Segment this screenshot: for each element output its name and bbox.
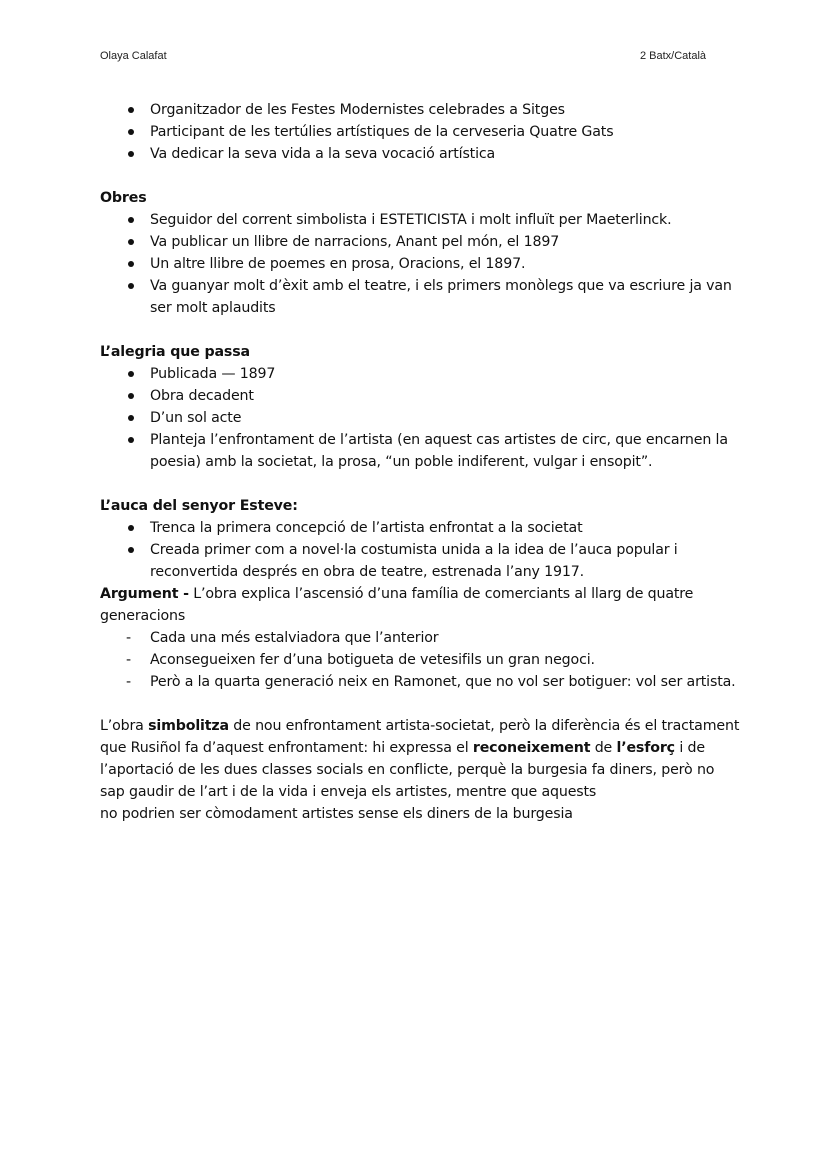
section-heading-auca: L’auca del senyor Esteve: <box>100 498 298 514</box>
argument-paragraph <box>100 583 740 627</box>
obres-list <box>100 209 740 319</box>
header-author: Olaya Calafat <box>100 50 167 62</box>
header-course: 2 Batx/Català <box>640 50 707 62</box>
intro-list <box>100 99 740 165</box>
section-heading-obres: Obres <box>100 190 147 206</box>
list-item: Obra decadent <box>100 385 740 407</box>
argument-text: L’obra explica l’ascensió d’una família de comerciants al llarg de quatre generacions <box>100 586 694 624</box>
document-body <box>100 99 740 825</box>
alegria-list <box>100 363 740 473</box>
list-item: Publicada — 1897 <box>100 363 740 385</box>
list-item: Trenca la primera concepció de l’artista enfrontat a la societat <box>100 517 740 539</box>
list-item: - Cada una més estalviadora que l’anterior <box>100 627 740 649</box>
conclusion-paragraph <box>100 715 740 803</box>
list-item: Organitzador de les Festes Modernistes celebrades a Sitges <box>100 99 740 121</box>
list-item: Creada primer com a novel·la costumista unida a la idea de l’auca popular i reconvertida després en obra de teatre, estrenada l’any 1917. <box>100 539 740 583</box>
text-run: L’obra <box>100 718 149 734</box>
list-item: Va publicar un llibre de narracions, Anant pel món, el 1897 <box>100 231 740 253</box>
list-item: - Aconsegueixen fer d’una botigueta de vetesifils un gran negoci. <box>100 649 740 671</box>
bold-run: l’esforç <box>616 740 675 756</box>
list-item: Va dedicar la seva vida a la seva vocació artística <box>100 143 740 165</box>
text-run: i de l’aportació de les dues classes socials en conflicte, perquè la burgesia fa diners, però no sap gaudir de l’art i de la vida i enveja els artistes, mentre que aquests <box>100 740 715 800</box>
list-item: Un altre llibre de poemes en prosa, Oracions, el 1897. <box>100 253 740 275</box>
bold-run: simbolitza <box>148 718 229 734</box>
bold-run: reconeixement <box>472 740 591 756</box>
text-run: de nou enfrontament artista-societat, però la diferència és el tractament que Rusiñol fa d’aquest enfrontament: hi expressa el <box>100 718 740 756</box>
list-item: Planteja l’enfrontament de l’artista (en aquest cas artistes de circ, que encarnen la poesia) amb la societat, la prosa, “un poble indiferent, vulgar i ensopit”. <box>100 429 740 473</box>
list-item: Participant de les tertúlies artístiques de la cerveseria Quatre Gats <box>100 121 740 143</box>
auca-list <box>100 517 740 583</box>
argument-list <box>100 627 740 693</box>
list-item: Seguidor del corrent simbolista i ESTETICISTA i molt influït per Maeterlinck. <box>100 209 740 231</box>
list-item: D’un sol acte <box>100 407 740 429</box>
conclusion-last-line: no podrien ser còmodament artistes sense els diners de la burgesia <box>100 806 573 822</box>
list-item: Va guanyar molt d’èxit amb el teatre, i els primers monòlegs que va escriure ja van ser molt aplaudits <box>100 275 740 319</box>
section-heading-alegria: L’alegria que passa <box>100 344 250 360</box>
text-run: de <box>590 740 617 756</box>
argument-label: Argument - <box>100 586 189 602</box>
list-item: - Però a la quarta generació neix en Ramonet, que no vol ser botiguer: vol ser artista. <box>100 671 740 693</box>
